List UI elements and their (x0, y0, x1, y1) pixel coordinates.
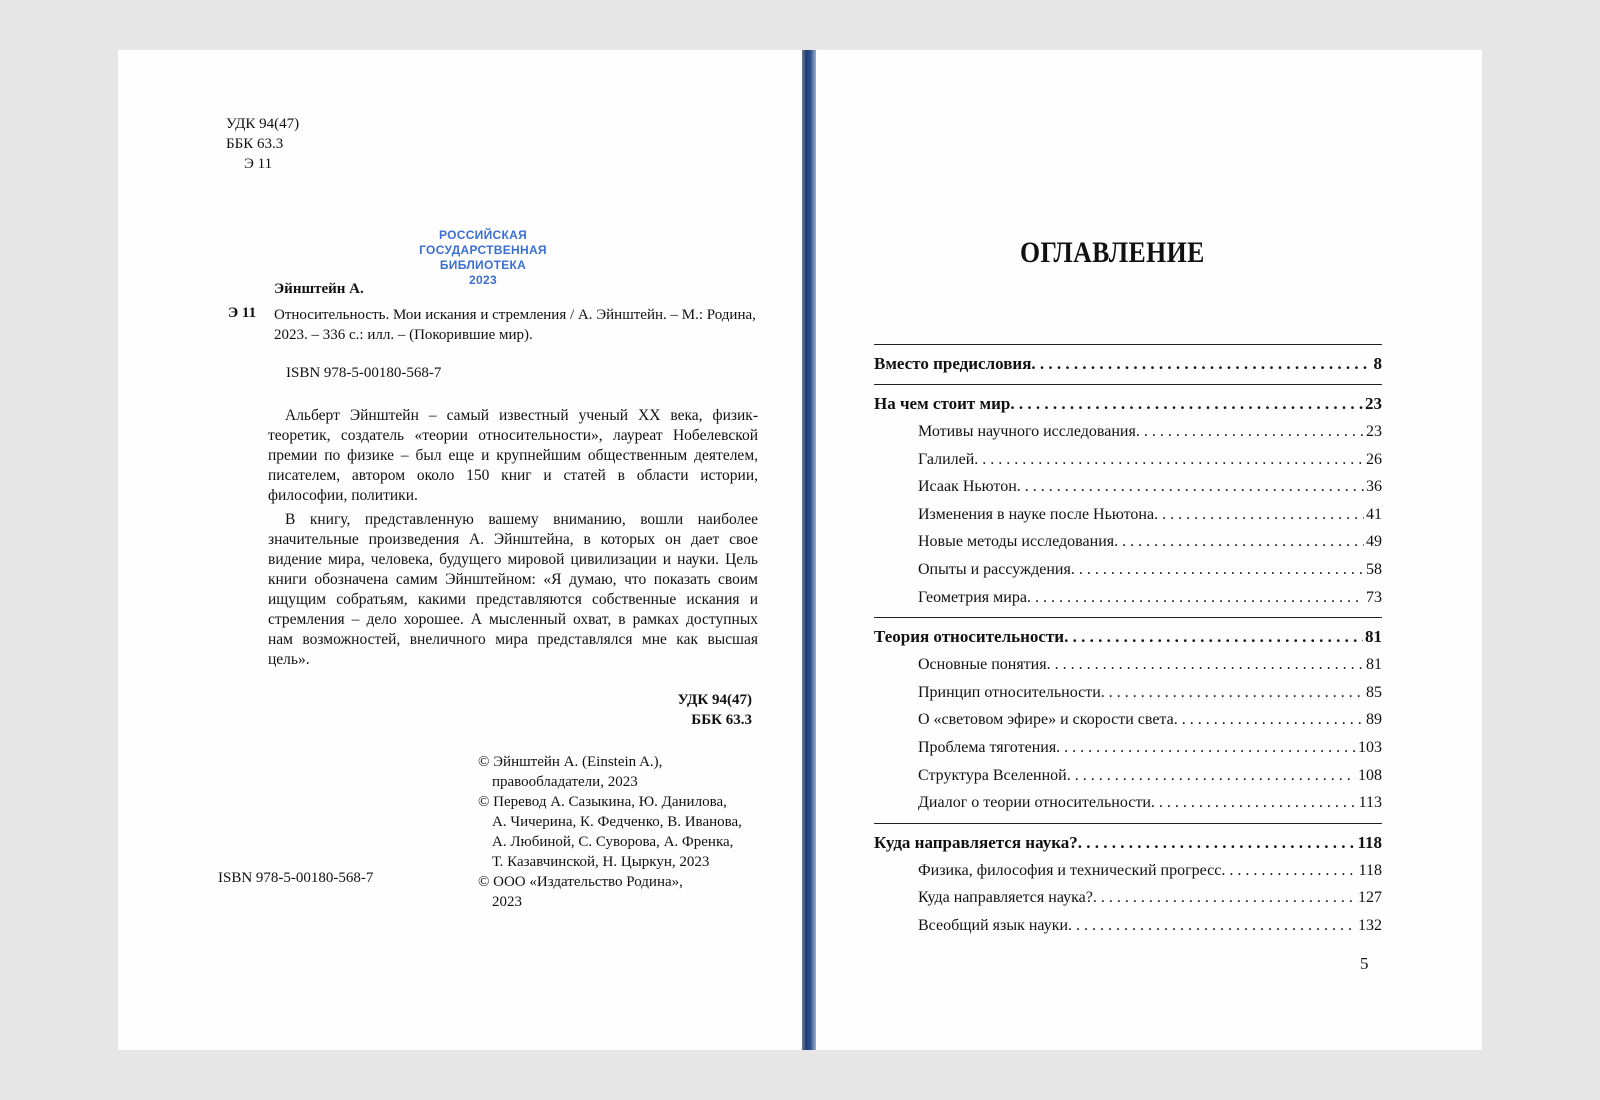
toc-entry-label: Вместо предисловия (874, 354, 1032, 373)
toc-entry-label: Диалог о теории относительности (918, 794, 1151, 812)
toc-entry-label: Теория относительности (874, 627, 1065, 647)
toc-leader-dots (1010, 389, 1363, 418)
toc-entry-label: Новые методы исследования (918, 533, 1115, 551)
toc-section-rule (874, 823, 1382, 824)
toc-entry-label: Принцип относительности (918, 683, 1101, 701)
toc-subentry (874, 734, 1382, 762)
bbk-code: ББК 63.3 (691, 712, 752, 728)
toc-leader-dots (1017, 473, 1364, 501)
toc-entry-label: Мотивы научного исследования (918, 423, 1136, 440)
toc-page-number: 89 (1366, 711, 1382, 729)
book-spread (118, 50, 1482, 1050)
toc-leader-dots (1056, 734, 1356, 762)
toc-page-number: 23 (1365, 394, 1382, 413)
toc-page-number: 132 (1358, 916, 1382, 934)
toc-entry-label: О «световом эфире» и скорости света (918, 711, 1174, 729)
toc-page-number: 81 (1365, 627, 1382, 647)
copyright-line: © ООО «Издательство Родина», (478, 874, 683, 890)
udk-code: УДК 94(47) (226, 116, 300, 132)
library-classification (226, 114, 299, 174)
toc-section-entry (874, 828, 1382, 857)
toc-page-number: 81 (1366, 656, 1382, 674)
toc-entry-label: На чем стоит мир (874, 394, 1011, 413)
toc-entry-label: Всеобщий язык науки (918, 916, 1069, 934)
toc-page-number: 8 (1373, 354, 1382, 373)
toc-subentry (874, 679, 1382, 707)
classification-codes-right (568, 690, 752, 730)
stamp-line: РОССИЙСКАЯ (438, 228, 528, 242)
copyright-line: Т. Казавчинской, Н. Цыркун, 2023 (492, 854, 710, 870)
right-page-contents (816, 50, 1482, 1050)
toc-page-number: 103 (1358, 738, 1382, 756)
copyright-line: А. Любиной, С. Суворова, А. Френка, (492, 834, 734, 850)
left-page-imprint (118, 50, 802, 1050)
toc-subentry (874, 884, 1382, 912)
toc-leader-dots (1093, 884, 1356, 912)
toc-subentry (874, 857, 1382, 885)
toc-leader-dots (1221, 857, 1356, 885)
copyright-block (478, 752, 768, 912)
call-number: Э 11 (228, 305, 257, 321)
page-number: 5 (1360, 954, 1369, 973)
toc-subentry (874, 556, 1382, 584)
toc-page-number: 49 (1366, 533, 1382, 551)
udk-code: УДК 94(47) (677, 692, 752, 708)
toc-subentry (874, 473, 1382, 501)
library-stamp (408, 228, 558, 288)
toc-leader-dots (1031, 349, 1371, 378)
copyright-line: правообладатели, 2023 (492, 774, 638, 790)
toc-page-number: 118 (1358, 861, 1382, 879)
toc-page-number: 41 (1366, 505, 1382, 523)
annotation-paragraph: Альберт Эйнштейн – самый известный ученый XX века, физик-теоретик, создатель «теории относительности», лауреат Нобелевской премии по физике – был еще и крупнейшим общественным деятелем, писателем, автором около 150 книг и статей в области истории, философии, политики. (268, 407, 758, 504)
toc-leader-dots (1047, 651, 1364, 679)
toc-entry-label: Основные понятия (918, 656, 1047, 674)
table-of-contents (874, 338, 1382, 940)
toc-entry-label: Физика, философия и технический прогресс (918, 861, 1222, 879)
copyright-line: © Эйнштейн А. (Einstein A.), (478, 754, 663, 770)
toc-subentry (874, 584, 1382, 612)
toc-subentry (874, 762, 1382, 790)
toc-leader-dots (1174, 706, 1364, 734)
author-sign: Э 11 (244, 156, 273, 172)
stamp-line: ГОСУДАРСТВЕННАЯ (419, 243, 547, 257)
toc-page-number: 118 (1357, 832, 1382, 852)
copyright-line: © Перевод А. Сазыкина, Ю. Данилова, (478, 794, 727, 810)
toc-leader-dots (1101, 679, 1364, 707)
copyright-line: А. Чичерина, К. Федченко, В. Иванова, (492, 814, 742, 830)
toc-entry-label: Структура Вселенной (918, 766, 1067, 784)
author-heading: Эйнштейн А. (274, 281, 364, 297)
annotation (268, 406, 758, 674)
toc-leader-dots (1136, 418, 1364, 446)
toc-entry-label: Изменения в науке после Ньютона (918, 505, 1155, 523)
toc-section-entry (874, 622, 1382, 651)
toc-leader-dots (1078, 828, 1356, 857)
stamp-line: 2023 (469, 273, 497, 287)
toc-page-number: 73 (1366, 588, 1382, 606)
toc-entry-label: Геометрия мира (918, 588, 1027, 606)
toc-subentry (874, 446, 1382, 474)
toc-page-number: 113 (1358, 794, 1382, 812)
toc-leader-dots (1064, 622, 1363, 651)
toc-entry-label: Проблема тяготения (918, 738, 1057, 756)
toc-section-rule (874, 617, 1382, 618)
toc-section-entry (874, 349, 1382, 378)
toc-page-number: 36 (1366, 478, 1382, 496)
toc-subentry (874, 706, 1382, 734)
toc-subentry (874, 912, 1382, 940)
annotation-paragraph: В книгу, представленную вашему вниманию, вошли наиболее значительные произведения А. Эйнштейна, в которых он дает свое видение мира, человека, будущего мировой цивилизации и науки. Цель книги обозначена самим Эйнштейном: «Я думаю, что показать своим ищущим собратьям, какими представляются собственные искания и стремления – дело хорошее. А мысленный охват, в рамках доступных нам возможностей, внеличного мира представлялся мне как высшая цель». (268, 511, 758, 668)
book-spine (802, 50, 816, 1050)
toc-subentry (874, 651, 1382, 679)
toc-section-entry (874, 389, 1382, 418)
toc-entry-label: Галилей (918, 450, 975, 468)
toc-leader-dots (974, 446, 1364, 474)
copyright-line: 2023 (492, 894, 522, 910)
toc-entry-label: Исаак Ньютон (918, 478, 1017, 496)
isbn-line: ISBN 978-5-00180-568-7 (286, 365, 442, 381)
toc-entry-label: Куда направляется наука? (918, 889, 1093, 907)
toc-page-number: 58 (1366, 560, 1382, 578)
stamp-line: БИБЛИОТЕКА (439, 258, 527, 272)
toc-title: ОГЛАВЛЕНИЕ (1020, 236, 1205, 269)
toc-leader-dots (1151, 789, 1357, 817)
toc-subentry (874, 418, 1382, 446)
toc-leader-dots (1068, 912, 1356, 940)
toc-leader-dots (1154, 501, 1364, 529)
toc-subentry (874, 501, 1382, 529)
toc-page-number: 108 (1358, 766, 1382, 784)
toc-entry-label: Опыты и рассуждения (918, 560, 1071, 578)
toc-leader-dots (1027, 584, 1364, 612)
toc-page-number: 127 (1358, 889, 1382, 907)
bbk-code: ББК 63.3 (226, 136, 284, 152)
toc-leader-dots (1114, 528, 1364, 556)
isbn-bottom: ISBN 978-5-00180-568-7 (218, 870, 374, 886)
toc-section-rule (874, 344, 1382, 345)
toc-entry-label: Куда направляется наука? (874, 832, 1078, 852)
toc-page-number: 23 (1366, 423, 1382, 440)
toc-subentry (874, 789, 1382, 817)
bibliographic-record: Относительность. Мои искания и стремления / А. Эйнштейн. – М.: Родина, 2023. – 336 с.: илл. – (Покорившие мир). (274, 307, 756, 343)
toc-leader-dots (1071, 556, 1364, 584)
toc-page-number: 85 (1366, 683, 1382, 701)
toc-leader-dots (1067, 762, 1356, 790)
toc-section-rule (874, 384, 1382, 385)
toc-page-number: 26 (1366, 450, 1382, 468)
toc-subentry (874, 528, 1382, 556)
